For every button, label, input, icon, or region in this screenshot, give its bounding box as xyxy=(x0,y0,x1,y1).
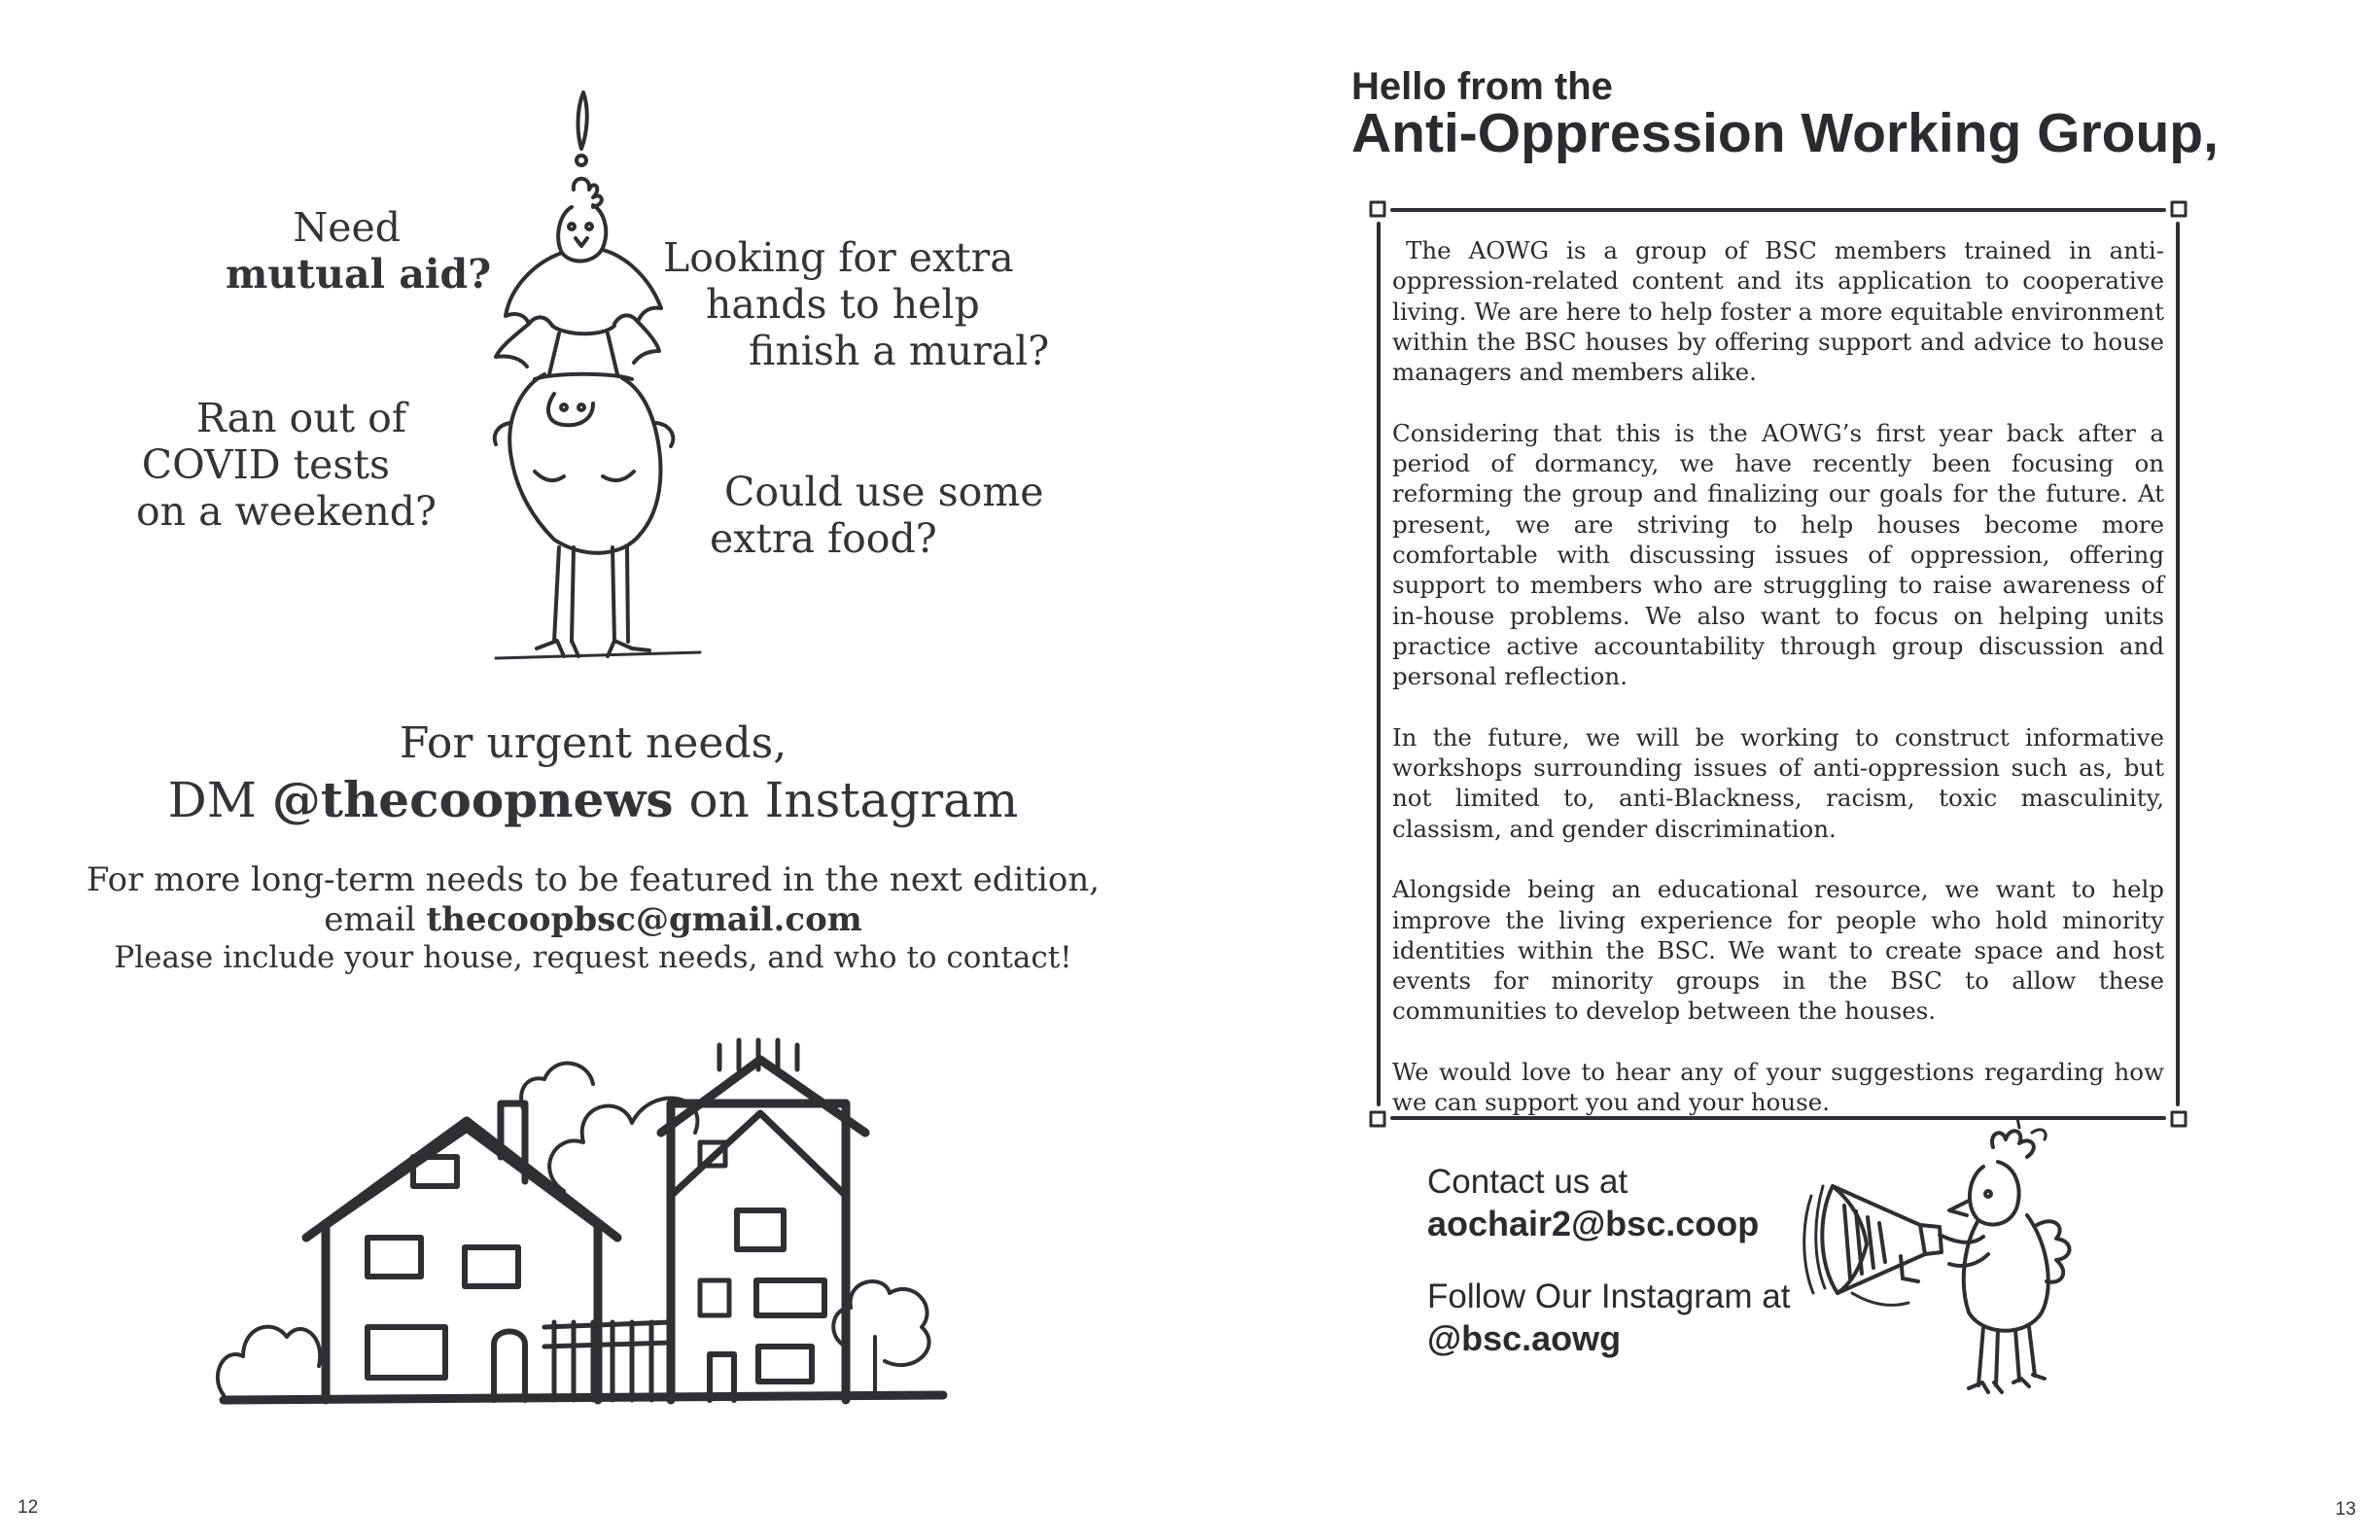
contact-section xyxy=(1427,1162,1790,1360)
longterm-needs xyxy=(58,859,1128,976)
paragraph-suggestions: We would love to hear any of your suggestions regarding how we can support you and your house. xyxy=(1392,1058,2164,1117)
question-mural xyxy=(663,234,1049,374)
longterm-line1: For more long-term needs to be featured in the next edition, xyxy=(86,860,1101,899)
longterm-email-line xyxy=(58,900,1128,939)
urgent-needs-instagram xyxy=(107,770,1079,830)
question-text: on a weekend? xyxy=(136,488,437,535)
question-text-bold: mutual aid? xyxy=(226,251,492,298)
paragraph-current-focus: Considering that this is the AOWG’s first year back after a period of dormancy, we have recently been focusing on reforming the group and finalizing our goals for the future. At present, we are striving to help houses become more comfortable with discussing issues of oppression, offering support to members who are struggling to raise awareness of in-house problems. We also want to focus on helping units practice active accountability through group discussion and personal reflection. xyxy=(1392,418,2164,691)
question-mutual-aid xyxy=(226,204,492,298)
question-text: hands to help xyxy=(706,281,980,328)
page-number-left: 12 xyxy=(18,1497,39,1518)
email-link-thecoopbsc[interactable]: thecoopbsc@gmail.com xyxy=(426,900,862,939)
urgent-suffix: on Instagram xyxy=(673,772,1019,828)
question-text: Could use some xyxy=(724,469,1044,515)
contact-label: Contact us at xyxy=(1427,1163,1628,1201)
longterm-line3: Please include your house, request needs, and who to contact! xyxy=(114,940,1072,975)
paragraph-intro: The AOWG is a group of BSC members trained in anti-oppression-related content and its application to cooperative living. We are here to help foster a more equitable environment within the BSC houses by offering support and advice to house managers and members alike. xyxy=(1392,236,2164,387)
heading-large: Anti-Oppression Working Group, xyxy=(1351,102,2219,164)
question-text: COVID tests xyxy=(141,441,390,488)
question-text: Need xyxy=(293,204,401,251)
paragraph-minority-support: Alongside being an educational resource, we want to help improve the living experience for people who hold minority identities within the BSC. We want to create space and host events for minority groups in the BSC to allow these communities to develop between the houses. xyxy=(1392,875,2164,1026)
page-number-right: 13 xyxy=(2335,1499,2357,1520)
instagram-handle-link[interactable]: @bsc.aowg xyxy=(1427,1318,1622,1358)
heading-small: Hello from the xyxy=(1351,65,1613,108)
houses-illustration xyxy=(204,1026,972,1434)
contact-email-link[interactable]: aochair2@bsc.coop xyxy=(1427,1204,1760,1243)
question-text: extra food? xyxy=(710,515,937,562)
question-extra-food xyxy=(710,469,1043,562)
email-prefix: email xyxy=(324,900,427,939)
instagram-handle-thecoopnews[interactable]: @thecoopnews xyxy=(271,771,674,828)
instagram-label: Follow Our Instagram at xyxy=(1427,1278,1791,1315)
chicken-stack-illustration xyxy=(457,83,719,666)
question-text: Ran out of xyxy=(195,395,406,441)
aowg-body-text xyxy=(1392,235,2164,1148)
question-text: Looking for extra xyxy=(663,234,1014,281)
urgent-prefix: DM xyxy=(167,772,272,828)
urgent-needs-line1: For urgent needs, xyxy=(399,718,788,768)
paragraph-future-workshops: In the future, we will be working to construct informative workshops surrounding issues of anti-oppression such as, but not limited to, anti-Blackness, racism, toxic masculinity, classism, and gender discrimination. xyxy=(1392,722,2164,843)
question-text: finish a mural? xyxy=(749,328,1050,374)
megaphone-chicken-illustration xyxy=(1794,1118,2105,1410)
question-covid-tests xyxy=(136,395,437,535)
